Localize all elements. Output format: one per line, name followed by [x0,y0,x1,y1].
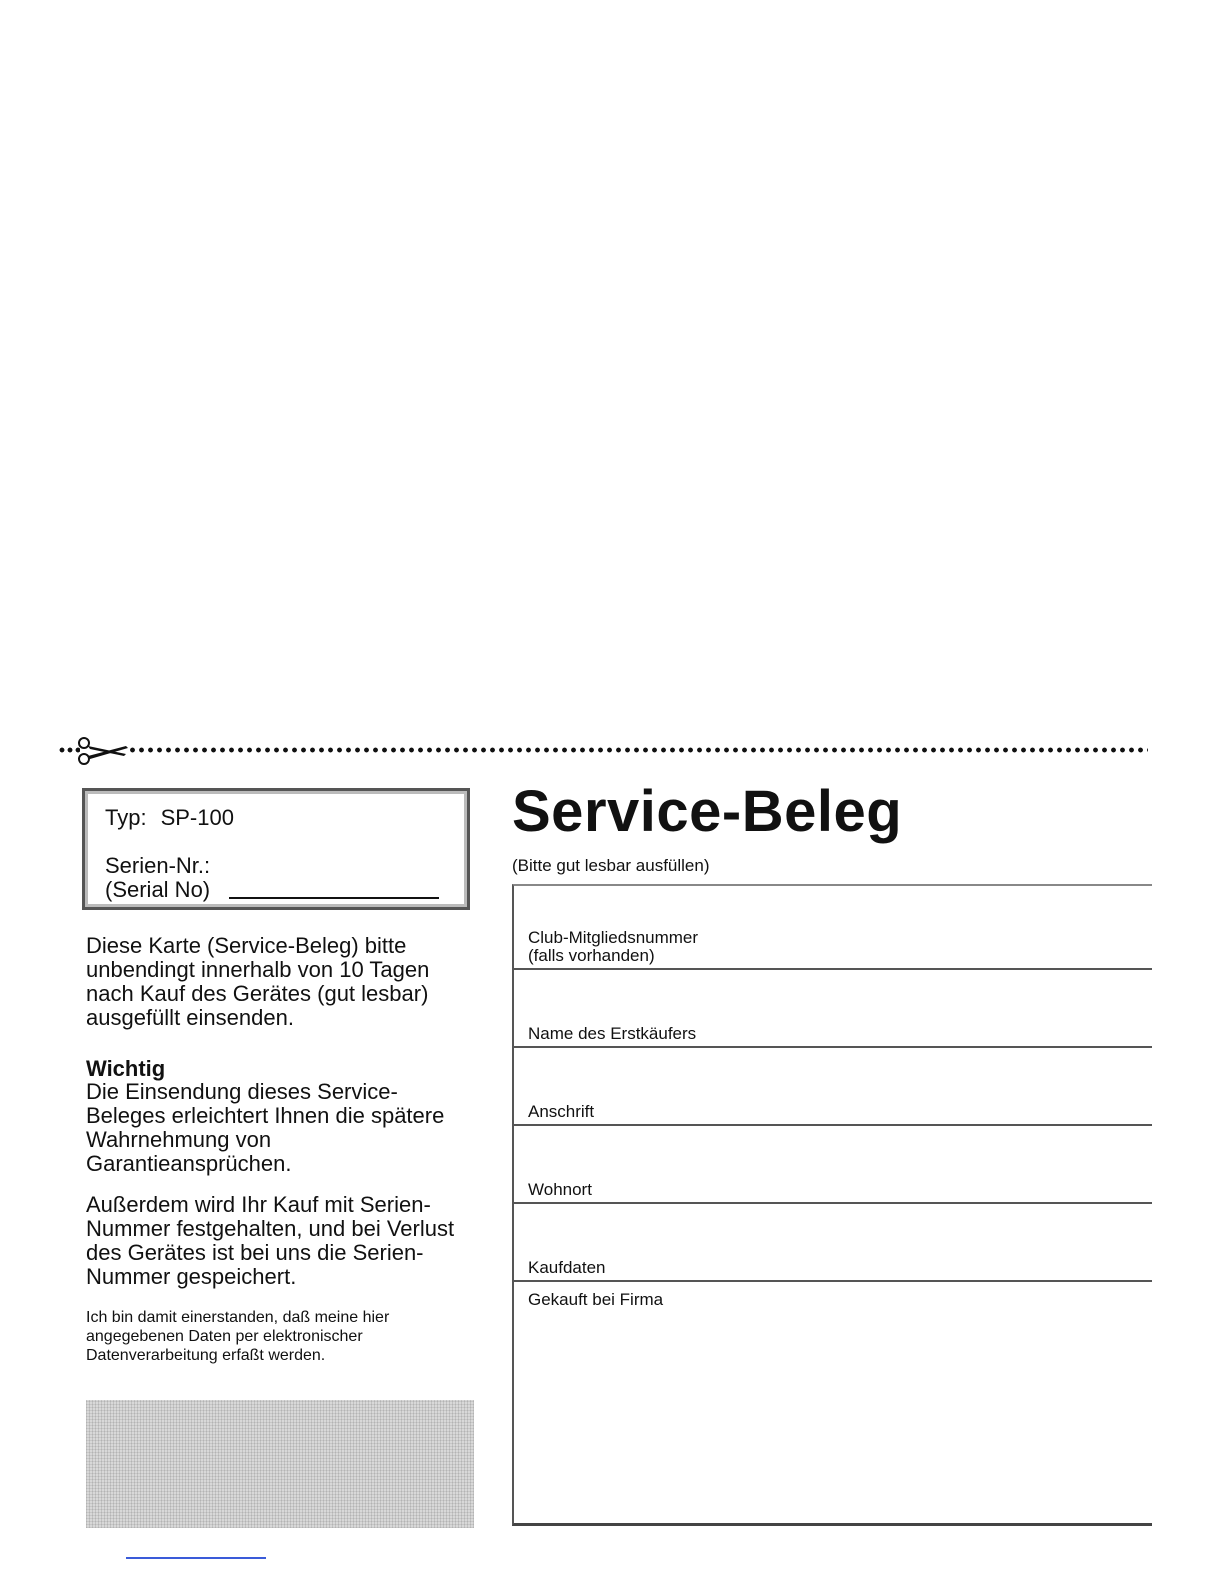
serial-number-field[interactable] [229,897,439,899]
purchase-date-field[interactable] [514,1204,1152,1282]
consent-text: Ich bin damit einerstanden, daß meine hier angegebenen Daten per elektronischer Datenverarbeitung erfaßt werden. [86,1309,390,1364]
type-value: SP-100 [160,805,234,830]
stamp-area [86,1400,474,1528]
club-number-label-main: Club-Mitgliedsnummer [528,928,699,947]
wichtig-heading: Wichtig [86,1056,166,1081]
address-field[interactable] [514,1048,1152,1126]
serial-info-text: Außerdem wird Ihr Kauf mit Serien-Nummer festgehalten, und bei Verlust des Gerätes ist bei uns die Serien-Nummer gespeichert. [86,1192,455,1289]
buyer-name-label: Name des Erstkäufers [528,1024,697,1043]
underline-mark [126,1557,266,1559]
device-type [105,805,234,831]
buyer-name-field[interactable] [514,970,1152,1048]
purchase-date-label: Kaufdaten [528,1258,606,1277]
type-label: Typ: [105,805,147,830]
firm-label: Gekauft bei Firma [528,1290,664,1309]
club-number-label-note: (falls vorhanden) [528,946,655,965]
serial-label-de: Serien-Nr.: [105,853,211,878]
form-title: Service-Beleg [512,779,903,844]
club-number-field[interactable] [514,886,1152,970]
wichtig-text: Die Einsendung dieses Service-Beleges erleichtert Ihnen die spätere Wahrnehmung von Garantieansprüchen. [86,1079,445,1176]
serial-label-en: (Serial No) [105,877,211,902]
device-info-box [82,788,470,910]
address-label: Anschrift [528,1102,595,1121]
cut-line [58,736,1148,766]
cut-line-dots [128,747,1148,753]
service-form [512,884,1152,1526]
intro-text: Diese Karte (Service-Beleg) bitte unbendingt innerhalb von 10 Tagen nach Kauf des Gerätes (gut lesbar) ausgefüllt einsenden. [86,933,430,1030]
scissors-icon [76,736,132,766]
city-field[interactable] [514,1126,1152,1204]
club-number-label [528,929,698,965]
form-subtitle: (Bitte gut lesbar ausfüllen) [512,856,710,875]
city-label: Wohnort [528,1180,592,1199]
